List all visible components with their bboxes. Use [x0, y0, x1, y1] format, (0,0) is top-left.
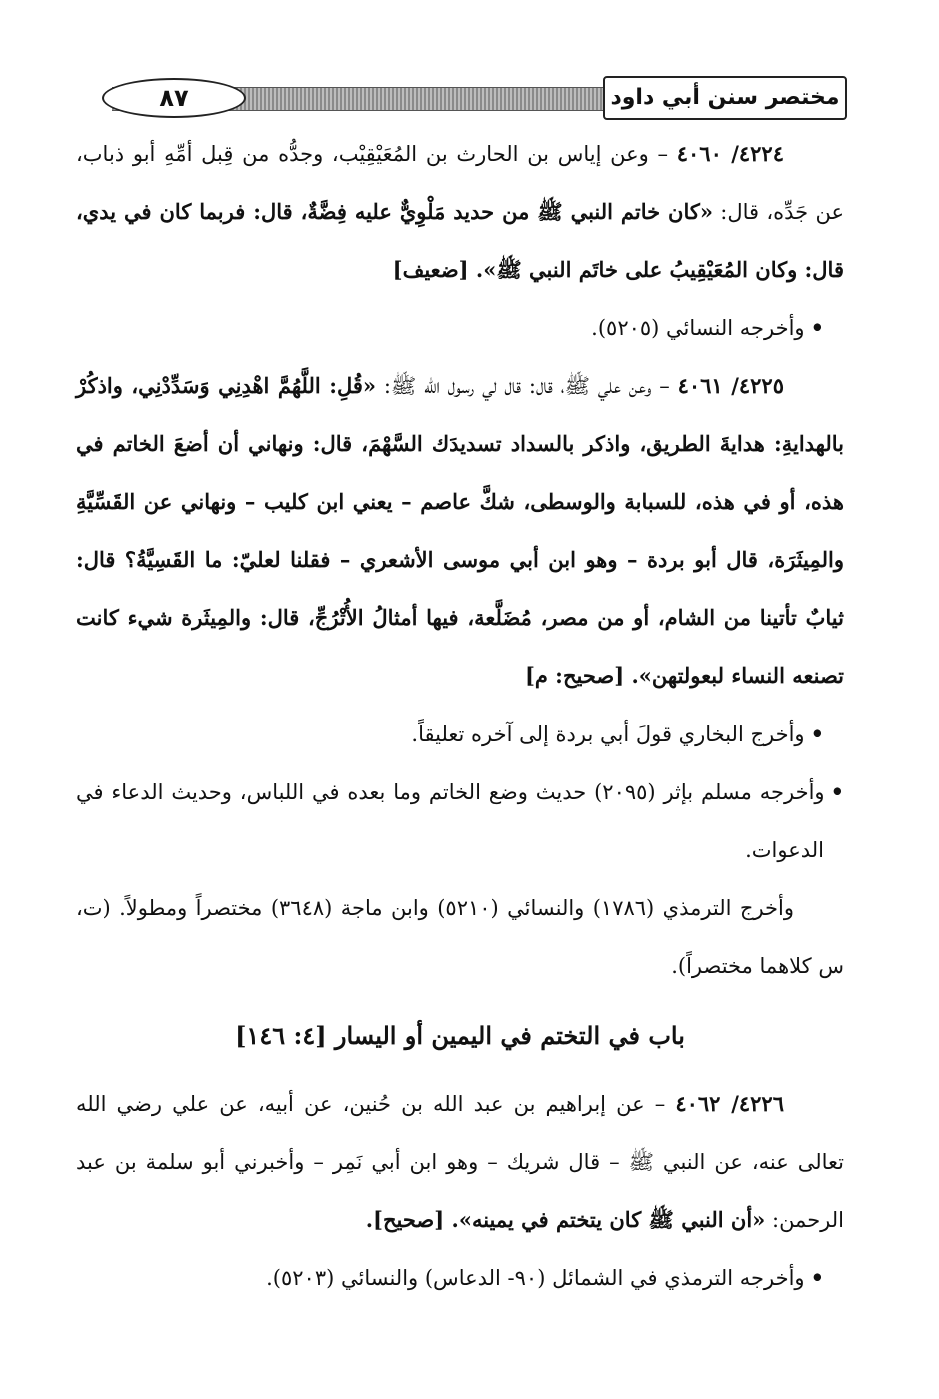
takhrij-note: [76, 879, 844, 995]
takhrij-note: [76, 1249, 844, 1307]
takhrij-note: [76, 299, 844, 357]
bullet-icon: •: [810, 1265, 824, 1290]
hadith-text: «قُلِ: اللَّهُمَّ اهْدِنِي وَسَدِّدْنِي، واذكُرْ بالهدايةِ: هدايةَ الطريق، واذكر بالسداد تسديدَك السَّهْمَ، قال: ونهاني أن أضعَ الخاتم في هذه، أو في هذه، للسبابة والوسطى، شكَّ عاصم – يعني ابن كليب – ونهاني عن القَسِّيَّةِ والمِيثَرَة، قال أبو بردة – وهو ابن أبي موسى الأشعري – فقلنا لعليّ: ما القَسِيَّةُ؟ قال: ثيابٌ تأتينا من الشام، أو من مصر، مُضَلَّعة، فيها أمثالُ الأُتْرُجِّ، قال: والمِيثَرة شيء كانت تصنعه النساء لبعولتهن». [صحيح: م]: [76, 373, 844, 688]
note-text: وأخرج البخاري قولَ أبي بردة إلى آخره تعليقاً.: [411, 722, 805, 746]
hadith-chain: – عن إبراهيم بن عبد الله بن حُنين، عن أبيه، عن علي رضي الله تعالى عنه، عن النبي ﷺ – قال شريك – وهو ابن أبي نَمِر – وأخبرني أبو سلمة بن عبد الرحمن:: [76, 1092, 844, 1232]
bullet-icon: •: [810, 315, 824, 340]
hadith-4226: [76, 1075, 844, 1249]
page-number: ٨٧: [102, 78, 246, 118]
takhrij-note: [76, 705, 844, 763]
hadith-chain: – وعن علي ﷺ، قال: قال لي رسول الله ﷺ:: [376, 374, 678, 398]
hadith-chain: – وعن إياس بن الحارث بن المُعَيْقِيْب، وجدُّه من قِبل أمِّهِ أبو ذباب، عن جَدِّه، قال:: [76, 142, 844, 224]
page-header: [72, 72, 847, 122]
page-content: [76, 125, 844, 1307]
hadith-4224: [76, 125, 844, 299]
note-text: وأخرجه النسائي (٥٢٠٥).: [591, 316, 805, 340]
hadith-number: ٤٢٢٥/ ٤٠٦١: [677, 373, 784, 398]
book-title: مختصر سنن أبي داود: [603, 76, 847, 120]
takhrij-note: [76, 763, 844, 879]
hadith-4225: [76, 357, 844, 705]
hadith-text: «كان خاتم النبي ﷺ من حديد مَلْوِيٌّ عليه فِضَّةٌ، قال: فربما كان في يدي، قال: وكان المُعَيْقِيبُ على خاتَم النبي ﷺ». [ضعيف]: [76, 199, 844, 282]
hadith-number: ٤٢٢٦/ ٤٠٦٢: [675, 1091, 784, 1116]
bullet-icon: •: [810, 721, 824, 746]
hadith-number: ٤٢٢٤/ ٤٠٦٠: [676, 141, 784, 166]
note-text: وأخرجه مسلم بإثر (٢٠٩٥) حديث وضع الخاتم وما بعده في اللباس، وحديث الدعاء في الدعوات.: [76, 780, 825, 862]
note-text: وأخرجه الترمذي في الشمائل (٩٠- الدعاس) والنسائي (٥٢٠٣).: [266, 1266, 805, 1290]
chapter-title: باب في التختم في اليمين أو اليسار [٤: ١٤٦]: [235, 1021, 685, 1050]
bullet-icon: •: [830, 779, 844, 804]
note-text: وأخرج الترمذي (١٧٨٦) والنسائي (٥٢١٠) وابن ماجة (٣٦٤٨) مختصراً ومطولاً. (ت، س كلاهما مختصراً).: [76, 896, 844, 978]
hadith-text: «أن النبي ﷺ كان يتختم في يمينه». [صحيح].: [365, 1207, 766, 1232]
